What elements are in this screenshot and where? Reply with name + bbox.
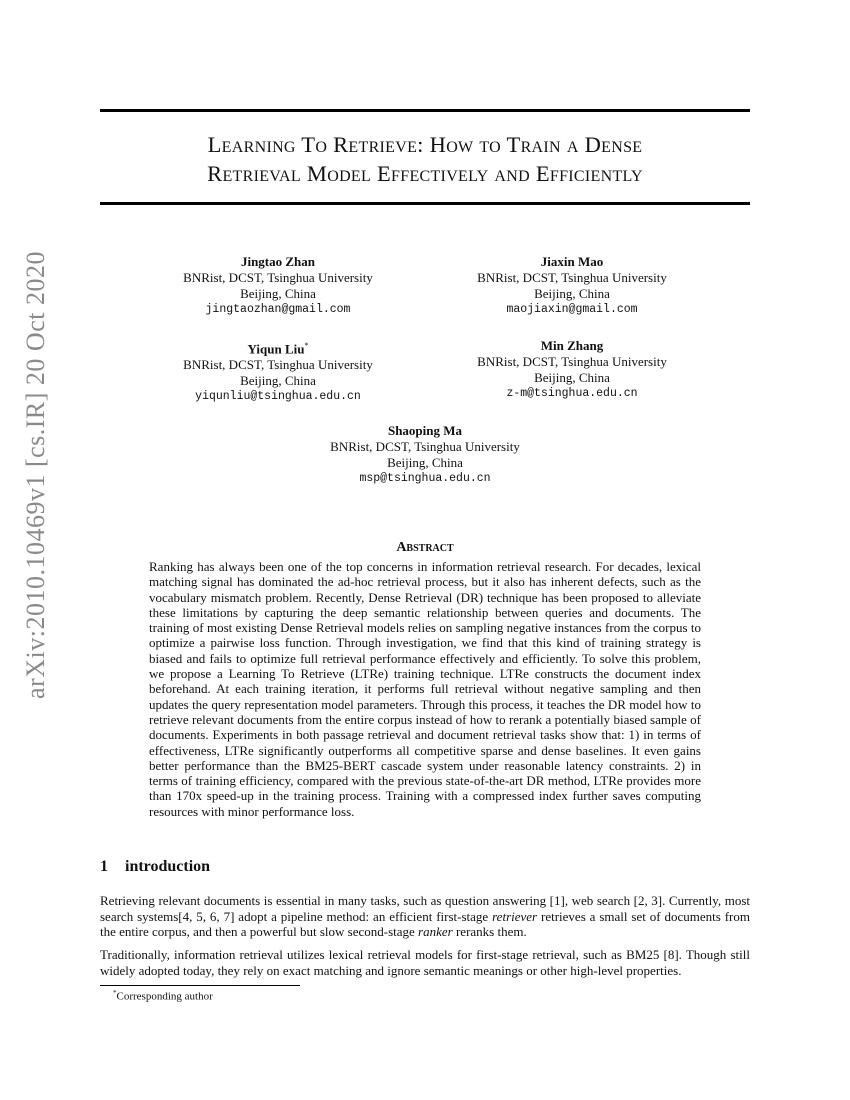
paragraph-text: reranks them. — [452, 924, 527, 939]
section-title: introduction — [125, 858, 211, 875]
arxiv-stamp: arXiv:2010.10469v1 [cs.IR] 20 Oct 2020 — [21, 251, 50, 699]
author-location: Beijing, China — [534, 286, 610, 301]
footnote-text: Corresponding author — [116, 990, 213, 1003]
author-block — [295, 423, 555, 487]
author-block — [442, 338, 702, 402]
emphasis-ranker: ranker — [418, 924, 453, 939]
footnote — [113, 989, 213, 1003]
section-heading — [100, 858, 210, 876]
footnote-mark: * — [113, 989, 117, 997]
author-email: maojiaxin@gmail.com — [506, 303, 638, 316]
author-name: Jingtao Zhan — [240, 254, 316, 269]
corresponding-mark: * — [304, 341, 309, 350]
author-name-with-mark — [148, 338, 408, 357]
title-top-rule — [100, 109, 750, 112]
author-email: yiqunliu@tsinghua.edu.cn — [195, 390, 361, 404]
paper-title — [100, 130, 750, 188]
author-block — [148, 254, 408, 318]
author-block — [442, 254, 702, 318]
abstract-heading: Abstract — [396, 540, 454, 555]
body-paragraph — [100, 893, 750, 940]
author-affiliation: BNRist, DCST, Tsinghua University — [477, 270, 667, 285]
author-location: Beijing, China — [534, 370, 610, 385]
author-block — [148, 338, 408, 405]
abstract-text: Ranking has always been one of the top concerns in information retrieval research. For decades, lexical matching signal has dominated the ad-hoc retrieval process, but it also has inherent defects, such as the vocabulary mismatch problem. Recently, Dense Retrieval (DR) technique has been proposed to alleviate these limitations by capturing the deep semantic relationship between queries and documents. The training of most existing Dense Retrieval models relies on sampling negative instances from the corpus to optimize a pairwise loss function. Through investigation, we find that this kind of training strategy is biased and fails to optimize full retrieval performance effectively and efficiently. To solve this problem, we propose a Learning To Retrieve (LTRe) training technique. LTRe constructs the document index beforehand. At each training iteration, it performs full retrieval without negative sampling and then updates the query representation model parameters. Through this process, it teaches the DR model how to retrieve relevant documents from the entire corpus instead of how to rerank a potentially biased sample of documents. Experiments in both passage retrieval and document retrieval tasks show that: 1) in terms of effectiveness, LTRe significantly outperforms all competitive sparse and dense baselines. It even gains better performance than the BM25-BERT cascade system under reasonable latency constraints. 2) in terms of training efficiency, compared with the previous state-of-the-art DR method, LTRe provides more than 170x speed-up in the training process. Training with a compressed index further saves computing resources with minor performance loss. — [149, 559, 701, 819]
emphasis-retriever: retriever — [492, 908, 538, 924]
author-email: jingtaozhan@gmail.com — [205, 303, 351, 316]
author-affiliation: BNRist, DCST, Tsinghua University — [183, 357, 373, 373]
body-paragraph: Traditionally, information retrieval utilizes lexical retrieval models for first-stage retrieval, such as BM25 [8]. Though still widely adopted today, they rely on exact matching and ignore semantic meanings or other high-level properties. — [100, 947, 750, 978]
author-email: z-m@tsinghua.edu.cn — [506, 387, 638, 400]
title-line-1: Learning To Retrieve: How to Train a Dense — [207, 132, 643, 157]
author-location: Beijing, China — [387, 455, 463, 470]
author-affiliation: BNRist, DCST, Tsinghua University — [183, 270, 373, 285]
author-name: Jiaxin Mao — [540, 254, 604, 269]
author-name: Yiqun Liu — [247, 341, 305, 357]
author-email: msp@tsinghua.edu.cn — [359, 472, 491, 485]
footnote-rule — [100, 985, 300, 986]
author-affiliation: BNRist, DCST, Tsinghua University — [477, 354, 667, 369]
author-affiliation: BNRist, DCST, Tsinghua University — [330, 439, 520, 454]
paragraph-text: Retrieving relevant documents is essential in many tasks, such as question answering [1], web search [2, 3]. Currently, most search systems[4, 5, 6, 7] adopt a pipeline method: an efficient first-stage — [100, 893, 750, 924]
title-bottom-rule — [100, 202, 750, 205]
author-name: Shaoping Ma — [387, 423, 463, 438]
author-location: Beijing, China — [240, 373, 316, 389]
section-number: 1 — [100, 858, 108, 875]
author-name: Min Zhang — [540, 338, 604, 353]
title-line-2: Retrieval Model Effectively and Efficiently — [207, 161, 643, 186]
paragraph-text: retrieves a small set of documents from the entire corpus, and then a powerful but slow second-stage — [100, 908, 750, 939]
author-location: Beijing, China — [240, 286, 316, 301]
